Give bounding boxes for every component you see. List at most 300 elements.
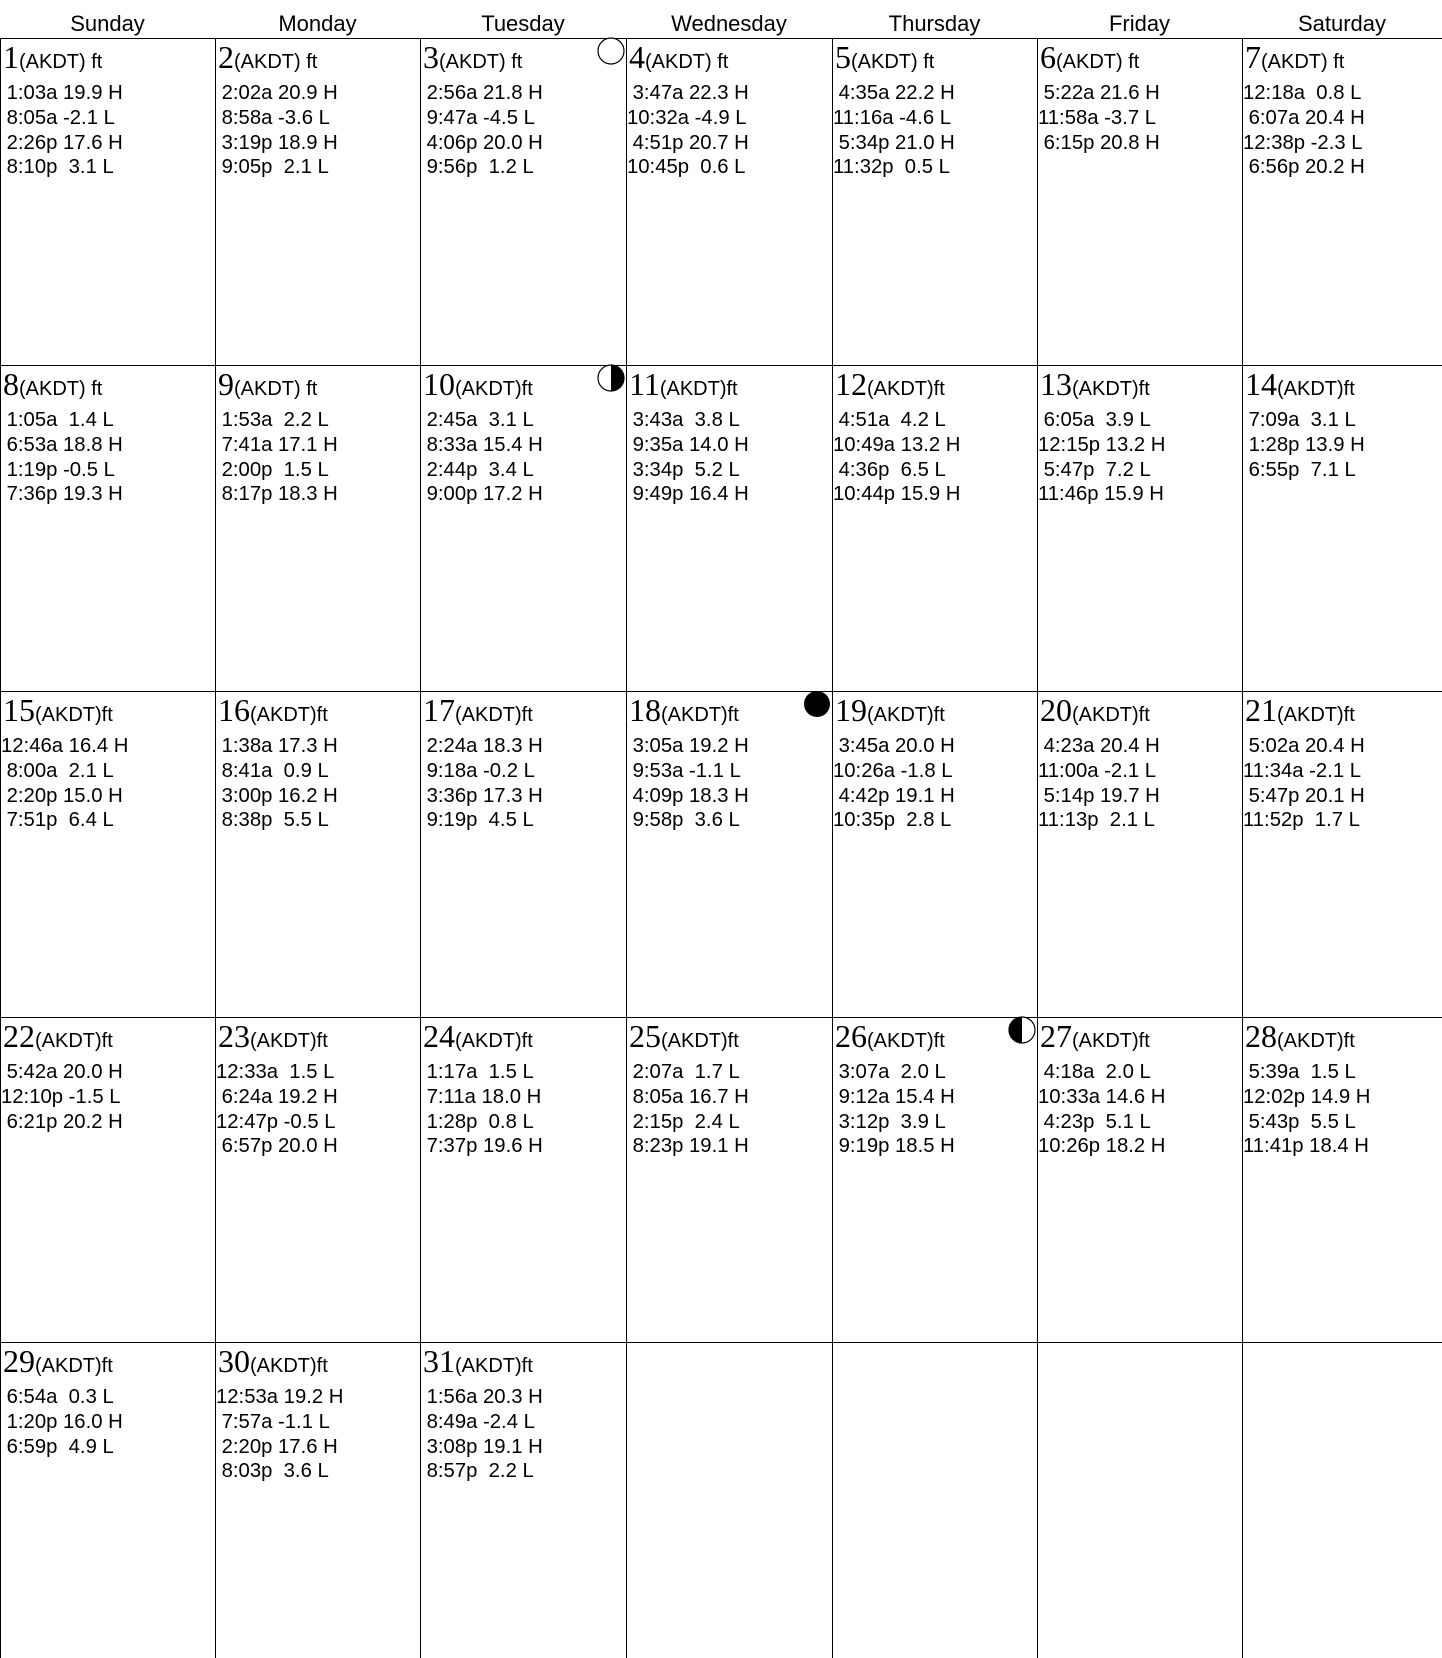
day-cell [216, 366, 420, 691]
tide-entry: 3:19p 18.9 H [216, 131, 338, 154]
day-heading [218, 1344, 328, 1378]
tide-entry: 3:08p 19.1 H [421, 1435, 543, 1458]
day-number: 19 [835, 692, 867, 728]
tide-list [1243, 81, 1365, 180]
tide-list [833, 81, 955, 180]
tide-entry: 12:46a 16.4 H [1, 735, 129, 757]
unit-label: ft [91, 51, 103, 73]
tide-list [216, 1060, 338, 1159]
day-heading [835, 367, 945, 401]
day-number: 22 [3, 1018, 35, 1054]
tide-entry: 2:00p 1.5 L [216, 458, 329, 481]
timezone-label: (AKDT) [250, 1355, 317, 1377]
unit-label: ft [923, 51, 935, 73]
unit-label: ft [1343, 704, 1355, 726]
tide-entry: 5:14p 19.7 H [1038, 784, 1160, 807]
day-cell [1, 1018, 215, 1342]
tide-entry: 11:00a -2.1 L [1038, 759, 1157, 782]
tide-entry: 3:36p 17.3 H [421, 784, 543, 807]
unit-label: ft [511, 51, 523, 73]
tide-list [216, 81, 338, 180]
tide-entry: 8:00a 2.1 L [1, 759, 114, 782]
day-heading [835, 1019, 945, 1053]
tide-entry: 3:43a 3.8 L [627, 409, 740, 431]
tide-entry: 5:42a 20.0 H [1, 1061, 123, 1083]
tide-entry: 1:05a 1.4 L [1, 409, 114, 431]
unit-label: ft [1343, 1030, 1355, 1052]
tide-entry: 5:43p 5.5 L [1243, 1110, 1356, 1133]
unit-label: ft [1138, 378, 1150, 400]
weekday-header-saturday: Saturday [1297, 11, 1387, 36]
tide-entry: 11:52p 1.7 L [1243, 809, 1360, 832]
tide-entry: 2:20p 15.0 H [1, 784, 123, 807]
tide-list [1038, 734, 1160, 833]
day-number: 28 [1245, 1018, 1277, 1054]
tide-entry: 4:06p 20.0 H [421, 131, 543, 154]
tide-entry: 3:05a 19.2 H [627, 735, 749, 757]
tide-entry: 2:02a 20.9 H [216, 82, 338, 104]
tide-entry: 11:32p 0.5 L [833, 156, 950, 179]
timezone-label: (AKDT) [1261, 51, 1328, 73]
tide-entry: 9:58p 3.6 L [627, 809, 740, 832]
day-number: 23 [218, 1018, 250, 1054]
unit-label: ft [727, 1030, 739, 1052]
tide-entry: 9:47a -4.5 L [421, 106, 535, 129]
timezone-label: (AKDT) [867, 378, 934, 400]
tide-entry: 8:17p 18.3 H [216, 483, 338, 506]
day-heading [423, 1344, 533, 1378]
tide-entry: 3:34p 5.2 L [627, 458, 740, 481]
tide-entry: 9:18a -0.2 L [421, 759, 535, 782]
day-heading [1245, 40, 1344, 74]
day-cell [1, 692, 215, 1017]
tide-entry: 8:58a -3.6 L [216, 106, 330, 129]
day-number: 2 [218, 39, 234, 75]
tide-entry: 3:07a 2.0 L [833, 1061, 946, 1083]
tide-entry: 12:02p 14.9 H [1243, 1085, 1371, 1108]
unit-label: ft [1138, 1030, 1150, 1052]
day-cell [1, 366, 215, 691]
day-heading [423, 367, 533, 401]
day-number: 30 [218, 1343, 250, 1379]
timezone-label: (AKDT) [1277, 1030, 1344, 1052]
tide-entry: 8:57p 2.2 L [421, 1460, 534, 1483]
tide-entry: 8:41a 0.9 L [216, 759, 329, 782]
day-number: 26 [835, 1018, 867, 1054]
timezone-label: (AKDT) [455, 1355, 522, 1377]
unit-label: ft [933, 378, 945, 400]
timezone-label: (AKDT) [659, 378, 727, 400]
tide-entry: 12:15p 13.2 H [1038, 433, 1166, 456]
tide-list [627, 408, 749, 507]
tide-entry: 1:56a 20.3 H [421, 1386, 543, 1408]
tide-entry: 10:26a -1.8 L [833, 759, 953, 782]
day-number: 3 [423, 39, 439, 75]
day-number: 18 [629, 692, 661, 728]
tide-list [421, 81, 543, 180]
unit-label: ft [521, 1030, 533, 1052]
timezone-label: (AKDT) [867, 1030, 934, 1052]
tide-list [627, 734, 749, 833]
tide-entry: 9:35a 14.0 H [627, 433, 749, 456]
tide-list [627, 1060, 749, 1159]
tide-entry: 7:57a -1.1 L [216, 1410, 330, 1433]
day-number: 4 [629, 39, 645, 75]
day-cell [421, 1018, 626, 1342]
tide-entry: 8:05a 16.7 H [627, 1085, 749, 1108]
day-heading [3, 367, 102, 401]
timezone-label: (AKDT) [234, 378, 301, 400]
day-heading [1040, 693, 1150, 727]
day-cell [1243, 1018, 1442, 1342]
tide-entry: 8:33a 15.4 H [421, 433, 543, 456]
unit-label: ft [1333, 51, 1345, 73]
tide-list [833, 408, 960, 507]
tide-entry: 5:47p 20.1 H [1243, 784, 1365, 807]
day-cell [1038, 1018, 1242, 1342]
tide-entry: 7:51p 6.4 L [1, 809, 114, 832]
day-cell [421, 1343, 626, 1658]
timezone-label: (AKDT) [455, 1030, 522, 1052]
day-heading [423, 1019, 533, 1053]
tide-entry: 10:49a 13.2 H [833, 433, 961, 456]
day-heading [423, 40, 522, 74]
day-heading [835, 40, 934, 74]
day-number: 6 [1040, 39, 1056, 75]
day-cell [627, 39, 832, 365]
tide-entry: 9:56p 1.2 L [421, 156, 534, 179]
tide-entry: 1:53a 2.2 L [216, 409, 329, 431]
day-cell [421, 692, 626, 1017]
tide-list [216, 734, 338, 833]
tide-list [627, 81, 749, 180]
tide-entry: 11:16a -4.6 L [833, 106, 952, 129]
day-number: 1 [3, 39, 19, 75]
tide-list [216, 1385, 343, 1484]
tide-entry: 6:05a 3.9 L [1038, 409, 1151, 431]
tide-entry: 7:37p 19.6 H [421, 1135, 543, 1158]
timezone-label: (AKDT) [234, 51, 301, 73]
tide-list [421, 1060, 543, 1159]
day-number: 12 [835, 366, 867, 402]
tide-entry: 2:15p 2.4 L [627, 1110, 740, 1133]
timezone-label: (AKDT) [19, 378, 86, 400]
unit-label: ft [1343, 378, 1355, 400]
day-heading [3, 693, 113, 727]
day-cell [1038, 692, 1242, 1017]
tide-entry: 5:34p 21.0 H [833, 131, 955, 154]
day-cell [833, 1018, 1037, 1342]
timezone-label: (AKDT) [35, 704, 102, 726]
tide-entry: 6:54a 0.3 L [1, 1386, 114, 1408]
unit-label: ft [101, 1355, 113, 1377]
day-heading [218, 367, 317, 401]
unit-label: ft [1128, 51, 1140, 73]
tide-entry: 11:46p 15.9 H [1038, 483, 1164, 506]
timezone-label: (AKDT) [1277, 704, 1344, 726]
tide-list [1038, 1060, 1165, 1159]
tide-entry: 6:55p 7.1 L [1243, 458, 1356, 481]
timezone-label: (AKDT) [455, 704, 522, 726]
tide-entry: 10:32a -4.9 L [627, 106, 747, 129]
unit-label: ft [101, 704, 113, 726]
unit-label: ft [101, 1030, 113, 1052]
weekday-header-wednesday: Wednesday [671, 11, 787, 36]
new-moon-icon [802, 689, 832, 724]
timezone-label: (AKDT) [35, 1355, 102, 1377]
tide-entry: 6:59p 4.9 L [1, 1435, 114, 1458]
unit-label: ft [727, 704, 739, 726]
tide-entry: 3:12p 3.9 L [833, 1110, 946, 1133]
timezone-label: (AKDT) [250, 1030, 317, 1052]
tide-entry: 11:41p 18.4 H [1243, 1135, 1369, 1158]
day-number: 10 [423, 366, 455, 402]
tide-list [1038, 81, 1160, 155]
tide-entry: 11:34a -2.1 L [1243, 759, 1362, 782]
tide-entry: 2:20p 17.6 H [216, 1435, 338, 1458]
tide-list [421, 1385, 543, 1484]
unit-label: ft [306, 378, 318, 400]
day-cell [1038, 366, 1242, 691]
day-cell [1, 39, 215, 365]
tide-entry: 2:45a 3.1 L [421, 409, 534, 431]
weekday-header-friday: Friday [1108, 11, 1171, 36]
day-number: 21 [1245, 692, 1277, 728]
tide-entry: 6:57p 20.0 H [216, 1135, 338, 1158]
day-number: 8 [3, 366, 19, 402]
day-cell [421, 39, 626, 365]
day-number: 16 [218, 692, 250, 728]
day-cell [833, 366, 1037, 691]
day-number: 27 [1040, 1018, 1072, 1054]
tide-entry: 5:22a 21.6 H [1038, 82, 1160, 104]
timezone-label: (AKDT) [851, 51, 918, 73]
unit-label: ft [316, 1030, 328, 1052]
day-number: 11 [629, 366, 660, 402]
day-heading [218, 1019, 328, 1053]
day-cell [1, 1343, 215, 1658]
tide-entry: 5:47p 7.2 L [1038, 458, 1151, 481]
tide-entry: 9:19p 18.5 H [833, 1135, 955, 1158]
day-number: 13 [1040, 366, 1072, 402]
tide-list [833, 734, 955, 833]
tide-entry: 8:23p 19.1 H [627, 1135, 749, 1158]
timezone-label: (AKDT) [1072, 378, 1139, 400]
timezone-label: (AKDT) [661, 1030, 728, 1052]
tide-list [1243, 734, 1365, 833]
day-number: 17 [423, 692, 455, 728]
tide-entry: 1:17a 1.5 L [421, 1061, 534, 1083]
unit-label: ft [316, 704, 328, 726]
day-cell [833, 39, 1037, 365]
unit-label: ft [1138, 704, 1150, 726]
timezone-label: (AKDT) [1056, 51, 1123, 73]
tide-entry: 12:47p -0.5 L [216, 1110, 336, 1133]
timezone-label: (AKDT) [439, 51, 506, 73]
tide-entry: 2:56a 21.8 H [421, 82, 543, 104]
day-heading [629, 693, 739, 727]
day-cell [421, 366, 626, 691]
weekday-header-sunday: Sunday [70, 11, 145, 36]
weekday-header-tuesday: Tuesday [481, 11, 565, 36]
tide-entry: 4:09p 18.3 H [627, 784, 749, 807]
tide-entry: 1:20p 16.0 H [1, 1410, 123, 1433]
unit-label: ft [933, 704, 945, 726]
tide-list [1, 1060, 123, 1134]
day-number: 31 [423, 1343, 455, 1379]
tide-entry: 8:05a -2.1 L [1, 106, 115, 129]
tide-entry: 9:49p 16.4 H [627, 483, 749, 506]
tide-entry: 3:45a 20.0 H [833, 735, 955, 757]
tide-entry: 8:49a -2.4 L [421, 1410, 535, 1433]
day-heading [3, 1019, 113, 1053]
tide-list [1243, 408, 1365, 482]
tide-entry: 2:24a 18.3 H [421, 735, 543, 757]
tide-entry: 1:03a 19.9 H [1, 82, 123, 104]
tide-entry: 7:09a 3.1 L [1243, 409, 1356, 431]
tide-entry: 6:53a 18.8 H [1, 433, 123, 456]
tide-entry: 12:18a 0.8 L [1243, 82, 1362, 104]
day-cell [627, 692, 832, 1017]
day-heading [1245, 367, 1355, 401]
tide-entry: 12:33a 1.5 L [216, 1061, 335, 1083]
tide-entry: 1:28p 13.9 H [1243, 433, 1365, 456]
unit-label: ft [717, 51, 729, 73]
day-heading [629, 1019, 739, 1053]
tide-entry: 10:33a 14.6 H [1038, 1085, 1166, 1108]
day-cell [1243, 366, 1442, 691]
tide-entry: 4:35a 22.2 H [833, 82, 955, 104]
day-heading [1040, 40, 1139, 74]
tide-list [1243, 1060, 1370, 1159]
day-cell [1243, 692, 1442, 1017]
tide-entry: 6:07a 20.4 H [1243, 106, 1365, 129]
tide-entry: 2:26p 17.6 H [1, 131, 123, 154]
timezone-label: (AKDT) [1072, 1030, 1139, 1052]
tide-entry: 10:44p 15.9 H [833, 483, 961, 506]
tide-entry: 4:23a 20.4 H [1038, 735, 1160, 757]
timezone-label: (AKDT) [19, 51, 86, 73]
day-number: 29 [3, 1343, 35, 1379]
tide-entry: 12:10p -1.5 L [1, 1085, 121, 1108]
tide-entry: 9:05p 2.1 L [216, 156, 329, 179]
day-heading [1245, 693, 1355, 727]
day-cell [216, 1343, 420, 1658]
tide-entry: 2:07a 1.7 L [627, 1061, 740, 1083]
tide-entry: 8:38p 5.5 L [216, 809, 329, 832]
tide-entry: 7:36p 19.3 H [1, 483, 123, 506]
tide-entry: 12:53a 19.2 H [216, 1386, 344, 1408]
tide-entry: 3:47a 22.3 H [627, 82, 749, 104]
tide-entry: 3:00p 16.2 H [216, 784, 338, 807]
tide-list [421, 408, 543, 507]
tide-entry: 4:51p 20.7 H [627, 131, 749, 154]
day-heading [1040, 1019, 1150, 1053]
tide-list [1, 408, 123, 507]
tide-entry: 5:39a 1.5 L [1243, 1061, 1356, 1083]
day-number: 14 [1245, 366, 1277, 402]
tide-list [833, 1060, 955, 1159]
timezone-label: (AKDT) [455, 378, 522, 400]
day-heading [629, 367, 738, 401]
day-heading [1040, 367, 1150, 401]
day-number: 9 [218, 366, 234, 402]
day-number: 7 [1245, 39, 1261, 75]
day-cell [627, 1018, 832, 1342]
tide-entry: 4:42p 19.1 H [833, 784, 955, 807]
timezone-label: (AKDT) [35, 1030, 102, 1052]
tide-entry: 1:28p 0.8 L [421, 1110, 534, 1133]
first-quarter-moon-icon [1007, 1015, 1037, 1050]
tide-entry: 6:21p 20.2 H [1, 1110, 123, 1133]
day-number: 5 [835, 39, 851, 75]
tide-entry: 10:35p 2.8 L [833, 809, 952, 832]
timezone-label: (AKDT) [645, 51, 712, 73]
day-cell [216, 39, 420, 365]
unit-label: ft [521, 378, 533, 400]
day-number: 25 [629, 1018, 661, 1054]
tide-entry: 4:51a 4.2 L [833, 409, 946, 431]
tide-entry: 9:00p 17.2 H [421, 483, 543, 506]
day-heading [423, 693, 533, 727]
day-heading [835, 693, 945, 727]
unit-label: ft [521, 704, 533, 726]
weekday-header-thursday: Thursday [888, 11, 981, 36]
tide-entry: 5:02a 20.4 H [1243, 735, 1365, 757]
day-heading [1245, 1019, 1355, 1053]
tide-entry: 12:38p -2.3 L [1243, 131, 1363, 154]
tide-entry: 7:41a 17.1 H [216, 433, 338, 456]
tide-list [421, 734, 543, 833]
tide-list [216, 408, 338, 507]
tide-entry: 4:23p 5.1 L [1038, 1110, 1151, 1133]
tide-entry: 6:56p 20.2 H [1243, 156, 1365, 179]
day-cell [833, 692, 1037, 1017]
tide-entry: 4:18a 2.0 L [1038, 1061, 1151, 1083]
timezone-label: (AKDT) [1277, 378, 1344, 400]
last-quarter-moon-icon [596, 363, 626, 398]
tide-entry: 2:44p 3.4 L [421, 458, 534, 481]
unit-label: ft [316, 1355, 328, 1377]
tide-entry: 9:53a -1.1 L [627, 759, 741, 782]
day-cell [1243, 39, 1442, 365]
unit-label: ft [726, 378, 738, 400]
tide-entry: 6:24a 19.2 H [216, 1085, 338, 1108]
day-cell [216, 1018, 420, 1342]
day-heading [629, 40, 728, 74]
day-cell [1038, 39, 1242, 365]
timezone-label: (AKDT) [250, 704, 317, 726]
tide-list [1, 81, 123, 180]
tide-entry: 11:13p 2.1 L [1038, 809, 1155, 832]
day-number: 15 [3, 692, 35, 728]
tide-entry: 7:11a 18.0 H [421, 1085, 542, 1108]
timezone-label: (AKDT) [1072, 704, 1139, 726]
day-cell [627, 366, 832, 691]
full-moon-icon [596, 36, 626, 71]
tide-entry: 8:03p 3.6 L [216, 1460, 329, 1483]
tide-entry: 9:12a 15.4 H [833, 1085, 955, 1108]
day-heading [218, 40, 317, 74]
tide-entry: 6:15p 20.8 H [1038, 131, 1160, 154]
unit-label: ft [306, 51, 318, 73]
tide-list [1038, 408, 1165, 507]
unit-label: ft [521, 1355, 533, 1377]
unit-label: ft [933, 1030, 945, 1052]
tide-entry: 8:10p 3.1 L [1, 156, 114, 179]
tide-entry: 9:19p 4.5 L [421, 809, 534, 832]
unit-label: ft [91, 378, 103, 400]
